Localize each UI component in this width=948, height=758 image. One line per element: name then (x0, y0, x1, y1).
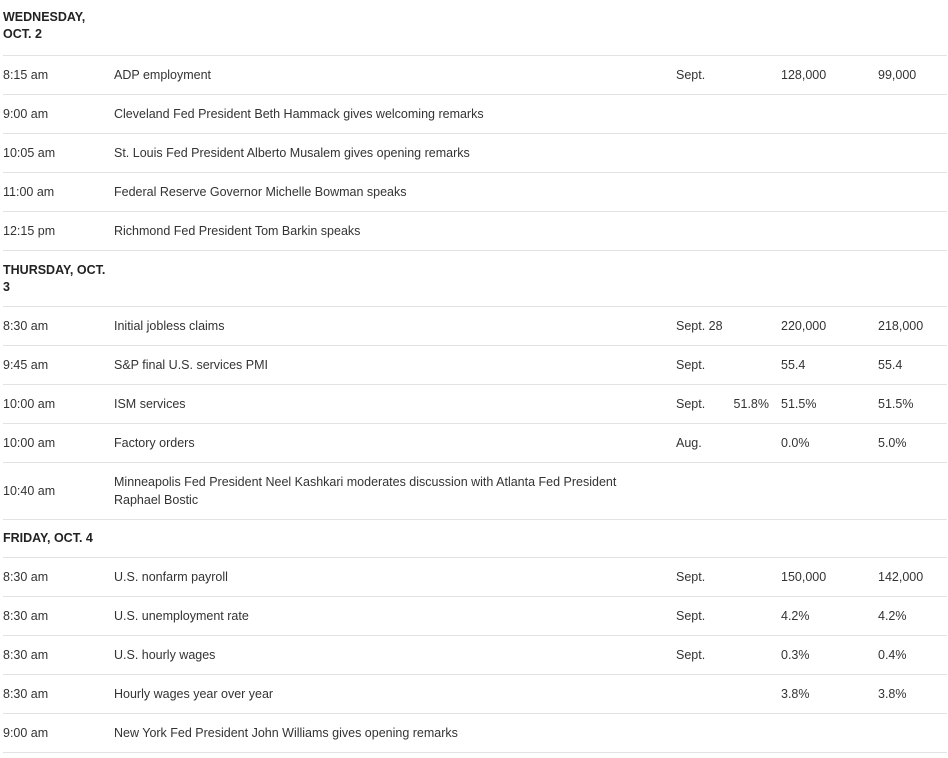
event-forecast: 220,000 (781, 319, 827, 333)
event-name: St. Louis Fed President Alberto Musalem gives opening remarks (114, 146, 470, 160)
table-row (3, 424, 947, 463)
event-actual: 51.8% (733, 397, 769, 411)
day-header-line: FRIDAY, OCT. 4 (3, 531, 93, 545)
event-name: Federal Reserve Governor Michelle Bowman speaks (114, 185, 407, 199)
event-period: Sept. (676, 609, 706, 623)
event-actual (727, 307, 769, 345)
event-forecast: 0.0% (781, 436, 810, 450)
event-time: 10:05 am (3, 146, 56, 160)
table-row (3, 346, 947, 385)
event-name: Minneapolis Fed President Neel Kashkari moderates discussion with Atlanta Fed President Raphael Bostic (114, 475, 617, 507)
table-row (3, 212, 947, 251)
event-actual (727, 597, 769, 635)
table-row (3, 463, 947, 520)
event-name: U.S. hourly wages (114, 648, 216, 662)
event-forecast: 4.2% (781, 609, 810, 623)
table-row (3, 134, 947, 173)
event-actual (727, 424, 769, 462)
event-name: Initial jobless claims (114, 319, 225, 333)
event-actual (727, 346, 769, 384)
table-row (3, 173, 947, 212)
event-previous: 218,000 (878, 319, 924, 333)
event-forecast: 55.4 (781, 358, 806, 372)
event-previous: 4.2% (878, 609, 907, 623)
event-time: 11:00 am (3, 185, 55, 199)
event-time: 9:00 am (3, 726, 49, 740)
event-name: Richmond Fed President Tom Barkin speaks (114, 224, 361, 238)
event-name: S&P final U.S. services PMI (114, 358, 268, 372)
event-time: 9:45 am (3, 358, 49, 372)
event-forecast: 0.3% (781, 648, 810, 662)
event-name: ADP employment (114, 68, 212, 82)
event-time: 8:15 am (3, 68, 49, 82)
event-name: ISM services (114, 397, 186, 411)
event-time: 8:30 am (3, 570, 49, 584)
event-previous: 5.0% (878, 436, 907, 450)
event-time: 8:30 am (3, 648, 49, 662)
day-header-friday (3, 520, 947, 558)
event-previous: 51.5% (878, 397, 914, 411)
event-forecast: 51.5% (781, 397, 817, 411)
table-row (3, 385, 947, 424)
table-row (3, 597, 947, 636)
event-period: Sept. (676, 397, 706, 411)
day-header-line: OCT. 2 (3, 27, 42, 41)
event-actual (727, 675, 769, 713)
table-row (3, 636, 947, 675)
event-time: 10:00 am (3, 397, 56, 411)
table-row (3, 675, 947, 714)
event-period: Sept. (676, 570, 706, 584)
event-period: Sept. (676, 68, 706, 82)
day-header-thursday (3, 251, 947, 307)
event-period: Sept. (676, 358, 706, 372)
event-name: U.S. nonfarm payroll (114, 570, 228, 584)
event-period: Aug. (676, 436, 702, 450)
table-row (3, 714, 947, 753)
day-header-line: THURSDAY, OCT. (3, 263, 106, 277)
day-header-line: 3 (3, 280, 10, 294)
event-time: 8:30 am (3, 319, 49, 333)
event-time: 10:00 am (3, 436, 56, 450)
event-time: 12:15 pm (3, 224, 56, 238)
event-name: Hourly wages year over year (114, 687, 274, 701)
event-forecast: 3.8% (781, 687, 810, 701)
day-header-line: WEDNESDAY, (3, 10, 86, 24)
table-row (3, 558, 947, 597)
event-period: Sept. (676, 648, 706, 662)
event-name: U.S. unemployment rate (114, 609, 249, 623)
event-previous: 3.8% (878, 687, 907, 701)
event-name: Factory orders (114, 436, 195, 450)
table-row (3, 95, 947, 134)
event-time: 9:00 am (3, 107, 49, 121)
event-previous: 142,000 (878, 570, 924, 584)
event-period: Sept. 28 (676, 319, 723, 333)
event-time: 10:40 am (3, 484, 56, 498)
event-actual (727, 636, 769, 674)
day-header-wednesday (3, 0, 947, 56)
event-name: Cleveland Fed President Beth Hammack gives welcoming remarks (114, 107, 484, 121)
event-forecast: 128,000 (781, 68, 827, 82)
event-previous: 0.4% (878, 648, 907, 662)
table-row (3, 307, 947, 346)
event-period (676, 675, 731, 713)
event-time: 8:30 am (3, 687, 49, 701)
event-previous: 99,000 (878, 68, 917, 82)
event-previous: 55.4 (878, 358, 903, 372)
event-name: New York Fed President John Williams gives opening remarks (114, 726, 458, 740)
event-actual (727, 558, 769, 596)
event-forecast: 150,000 (781, 570, 827, 584)
table-row (3, 56, 947, 95)
event-actual (727, 56, 769, 94)
event-time: 8:30 am (3, 609, 49, 623)
